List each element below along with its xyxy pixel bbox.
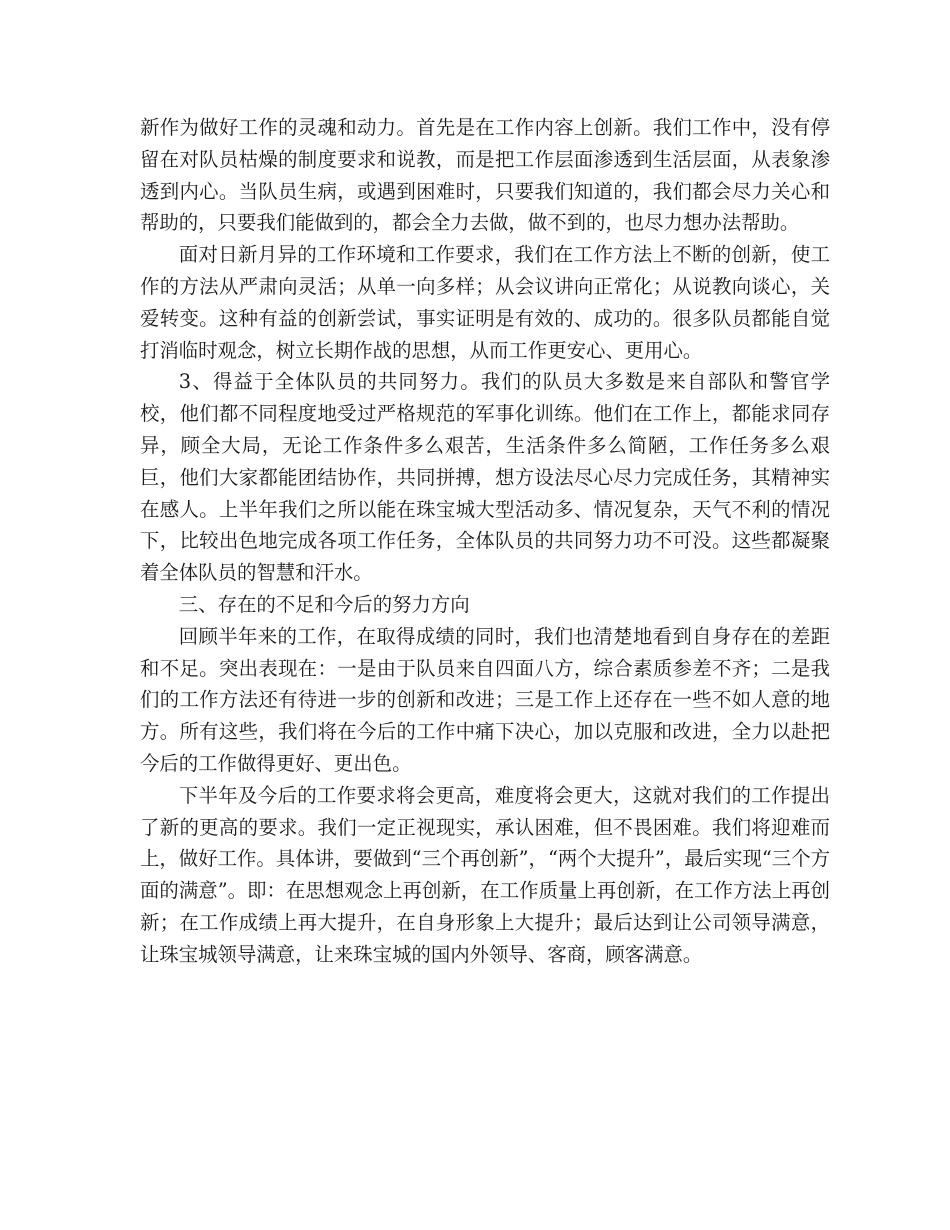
paragraph-1: 新作为做好工作的灵魂和动力。首先是在工作内容上创新。我们工作中，没有停留在对队员枯燥的制度要求和说教，而是把工作层面渗透到生活层面，从表象渗透到内心。当队员生病，或遇到困难时，只要我们知道的，我们都会尽力关心和帮助的，只要我们能做到的，都会全力去做，做不到的，也尽力想办法帮助。 (140, 116, 830, 235)
paragraph-4: 回顾半年来的工作，在取得成绩的同时，我们也清楚地看到自身存在的差距和不足。突出表现在：一是由于队员来自四面八方，综合素质参差不齐；二是我们的工作方法还有待进一步的创新和改进；三是工作上还存在一些不如人意的地方。所有这些，我们将在今后的工作中痛下决心，加以克服和改进，全力以赴把今后的工作做得更好、更出色。 (140, 624, 830, 775)
paragraph-3: 3、得益于全体队员的共同努力。我们的队员大多数是来自部队和警官学校，他们都不同程度地受过严格规范的军事化训练。他们在工作上，都能求同存异，顾全大局，无论工作条件多么艰苦，生活条件多么简陋，工作任务多么艰巨，他们大家都能团结协作，共同拼搏，想方设法尽心尽力完成任务，其精神实在感人。上半年我们之所以能在珠宝城大型活动多、情况复杂，天气不利的情况下，比较出色地完成各项工作任务，全体队员的共同努力功不可没。这些都凝聚着全体队员的智慧和汗水。 (140, 370, 830, 585)
paragraph-5: 下半年及今后的工作要求将会更高，难度将会更大，这就对我们的工作提出了新的更高的要求。我们一定正视现实，承认困难，但不畏困难。我们将迎难而上，做好工作。具体讲，要做到“三个再创新”，“两个大提升”，最后实现“三个方面的满意”。即：在思想观念上再创新，在工作质量上再创新，在工作方法上再创新；在工作成绩上再大提升，在自身形象上大提升；最后达到让公司领导满意，让珠宝城领导满意，让来珠宝城的国内外领导、客商，顾客满意。 (140, 783, 830, 966)
paragraph-2: 面对日新月异的工作环境和工作要求，我们在工作方法上不断的创新，使工作的方法从严肃向灵活；从单一向多样；从会议讲向正常化；从说教向谈心，关爱转变。这种有益的创新尝试，事实证明是有效的、成功的。很多队员都能自觉打消临时观念，树立长期作战的思想，从而工作更安心、更用心。 (140, 243, 830, 362)
section-heading: 三、存在的不足和今后的努力方向 (178, 592, 470, 616)
document-body (140, 112, 830, 971)
